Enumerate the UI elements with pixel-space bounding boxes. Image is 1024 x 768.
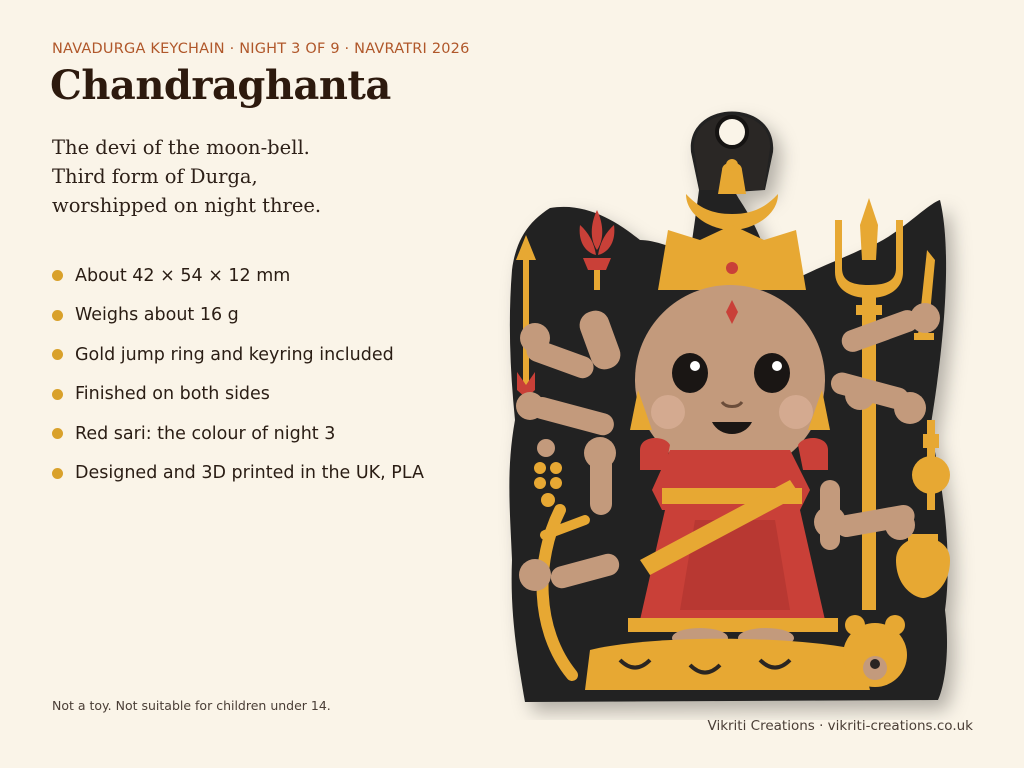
feature-text: About 42 × 54 × 12 mm bbox=[75, 265, 291, 286]
feature-text: Red sari: the colour of night 3 bbox=[75, 423, 336, 444]
safety-disclaimer: Not a toy. Not suitable for children under 14. bbox=[52, 698, 331, 713]
feature-item bbox=[52, 414, 424, 454]
feature-item bbox=[52, 296, 424, 336]
bullet-icon bbox=[52, 270, 63, 281]
brand-credit: Vikriti Creations · vikriti-creations.co.uk bbox=[707, 718, 973, 734]
feature-text: Gold jump ring and keyring included bbox=[75, 344, 394, 365]
keychain-image bbox=[490, 90, 980, 720]
bullet-icon bbox=[52, 468, 63, 479]
product-title: Chandraghanta bbox=[50, 62, 391, 109]
bullet-icon bbox=[52, 349, 63, 360]
sari-body bbox=[628, 438, 838, 648]
feature-text: Finished on both sides bbox=[75, 384, 270, 405]
feature-item bbox=[52, 256, 424, 296]
tagline-line: The devi of the moon-bell. bbox=[52, 136, 310, 159]
keychain-figure bbox=[490, 90, 980, 720]
bullet-icon bbox=[52, 428, 63, 439]
feature-list bbox=[52, 256, 424, 493]
feature-item bbox=[52, 454, 424, 494]
bullet-icon bbox=[52, 389, 63, 400]
feature-item bbox=[52, 335, 424, 375]
feature-text: Designed and 3D printed in the UK, PLA bbox=[75, 463, 424, 484]
feature-item bbox=[52, 375, 424, 415]
tagline bbox=[52, 133, 472, 220]
crown bbox=[658, 159, 806, 290]
tagline-line: worshipped on night three. bbox=[52, 194, 322, 217]
eyebrow: NAVADURGA KEYCHAIN · NIGHT 3 OF 9 · NAVRATRI 2026 bbox=[52, 41, 470, 57]
bullet-icon bbox=[52, 310, 63, 321]
feature-text: Weighs about 16 g bbox=[75, 305, 239, 326]
tagline-line: Third form of Durga, bbox=[52, 165, 258, 188]
